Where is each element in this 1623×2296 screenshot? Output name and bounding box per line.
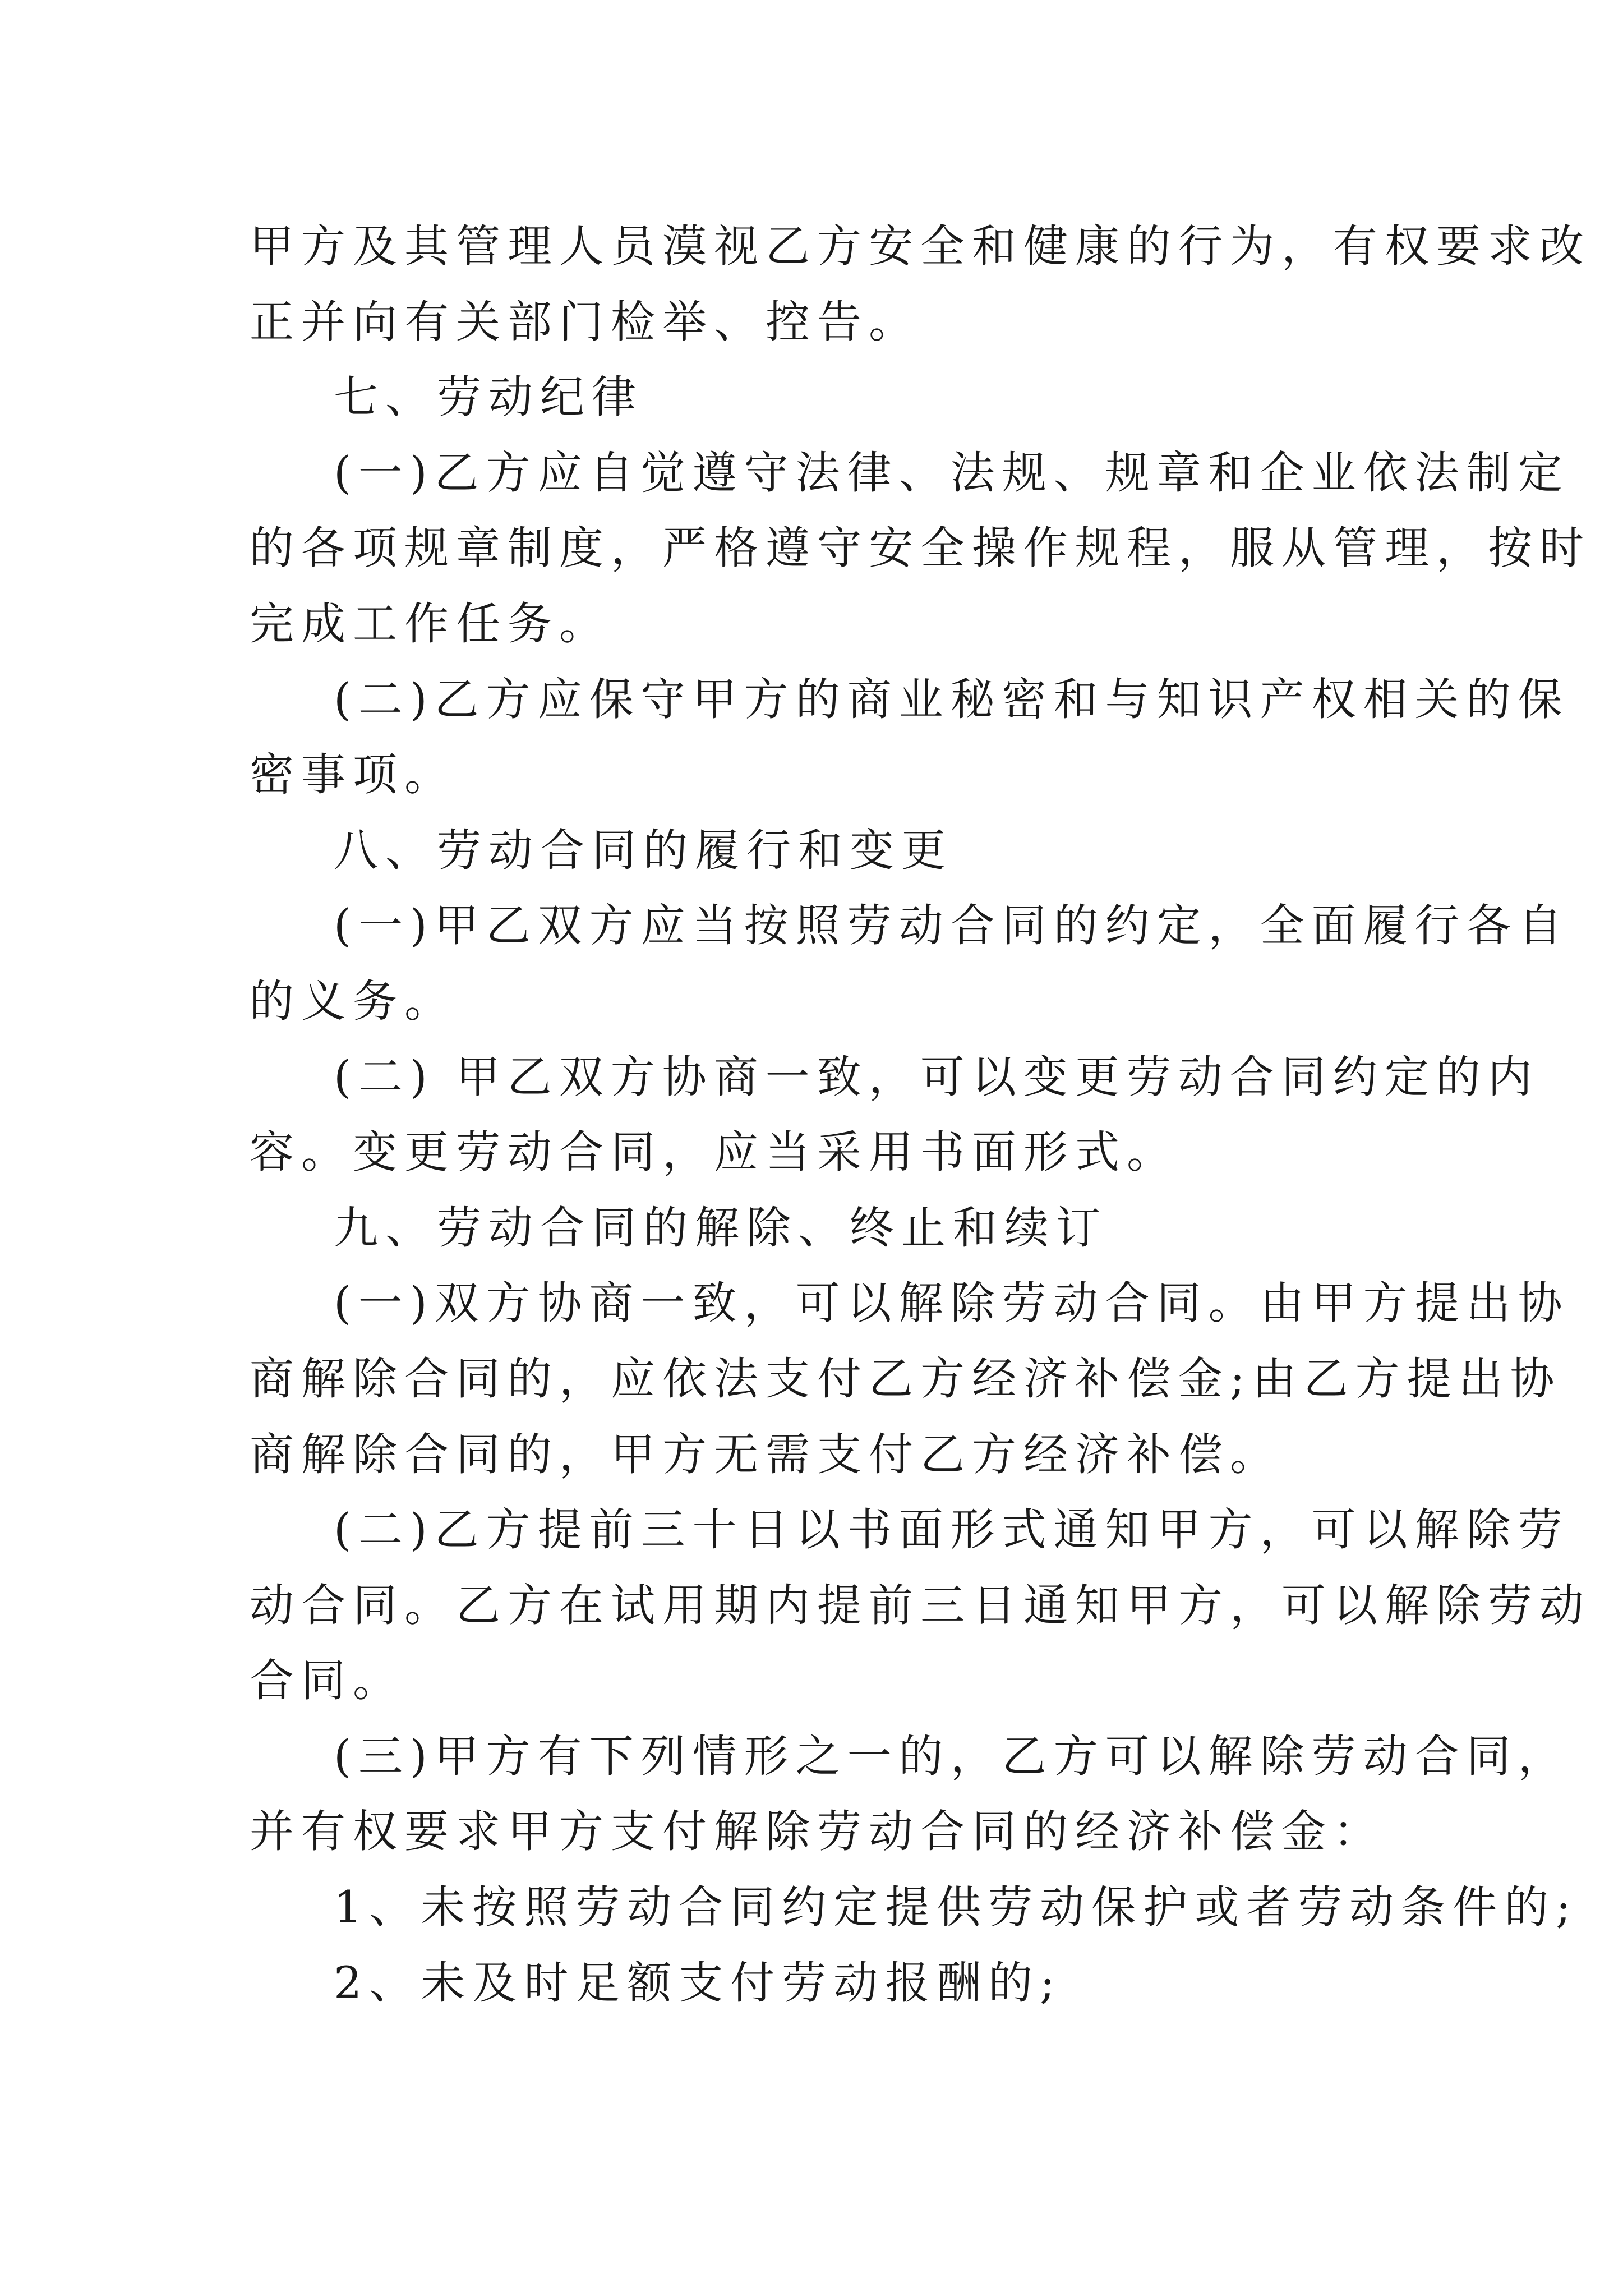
text-line: (二)乙方提前三十日以书面形式通知甲方，可以解除劳 xyxy=(334,1504,1570,1556)
text-line: 商解除合同的，应依法支付乙方经济补偿金;由乙方提出协 xyxy=(250,1352,1562,1405)
text-line: 正并向有关部门检举、控告。 xyxy=(250,296,920,348)
text-line: (一)双方协商一致，可以解除劳动合同。由甲方提出协 xyxy=(334,1277,1570,1329)
text-line: 容。变更劳动合同，应当采用书面形式。 xyxy=(250,1126,1178,1179)
text-line: (三)甲方有下列情形之一的，乙方可以解除劳动合同， xyxy=(334,1730,1570,1782)
text-line: (二)乙方应保守甲方的商业秘密和与知识产权相关的保 xyxy=(334,673,1570,725)
text-line: 并有权要求甲方支付解除劳动合同的经济补偿金： xyxy=(250,1806,1385,1858)
text-line: 密事项。 xyxy=(250,749,456,801)
text-line: 合同。 xyxy=(250,1655,404,1707)
text-line: (二) 甲乙双方协商一致，可以变更劳动合同约定的内 xyxy=(334,1051,1539,1103)
text-line: 商解除合同的，甲方无需支付乙方经济补偿。 xyxy=(250,1428,1281,1480)
section-heading: 九、劳动合同的解除、终止和续订 xyxy=(334,1202,1108,1254)
text-line: (一)甲乙双方应当按照劳动合同的约定，全面履行各自 xyxy=(334,900,1570,952)
text-line: 动合同。乙方在试用期内提前三日通知甲方，可以解除劳动 xyxy=(250,1579,1591,1631)
document-body xyxy=(250,209,1591,2021)
text-line: 完成工作任务。 xyxy=(250,597,611,650)
list-item: 2、未及时足额支付劳动报酬的; xyxy=(334,1957,1062,2009)
text-line: 甲方及其管理人员漠视乙方安全和健康的行为，有权要求改 xyxy=(250,220,1591,272)
section-heading: 八、劳动合同的履行和变更 xyxy=(334,824,953,876)
section-heading: 七、劳动纪律 xyxy=(334,371,643,424)
text-line: 的各项规章制度，严格遵守安全操作规程，服从管理，按时 xyxy=(250,522,1591,574)
list-item: 1、未按照劳动合同约定提供劳动保护或者劳动条件的; xyxy=(334,1881,1578,1934)
text-line: 的义务。 xyxy=(250,975,456,1027)
text-line: (一)乙方应自觉遵守法律、法规、规章和企业依法制定 xyxy=(334,447,1570,499)
